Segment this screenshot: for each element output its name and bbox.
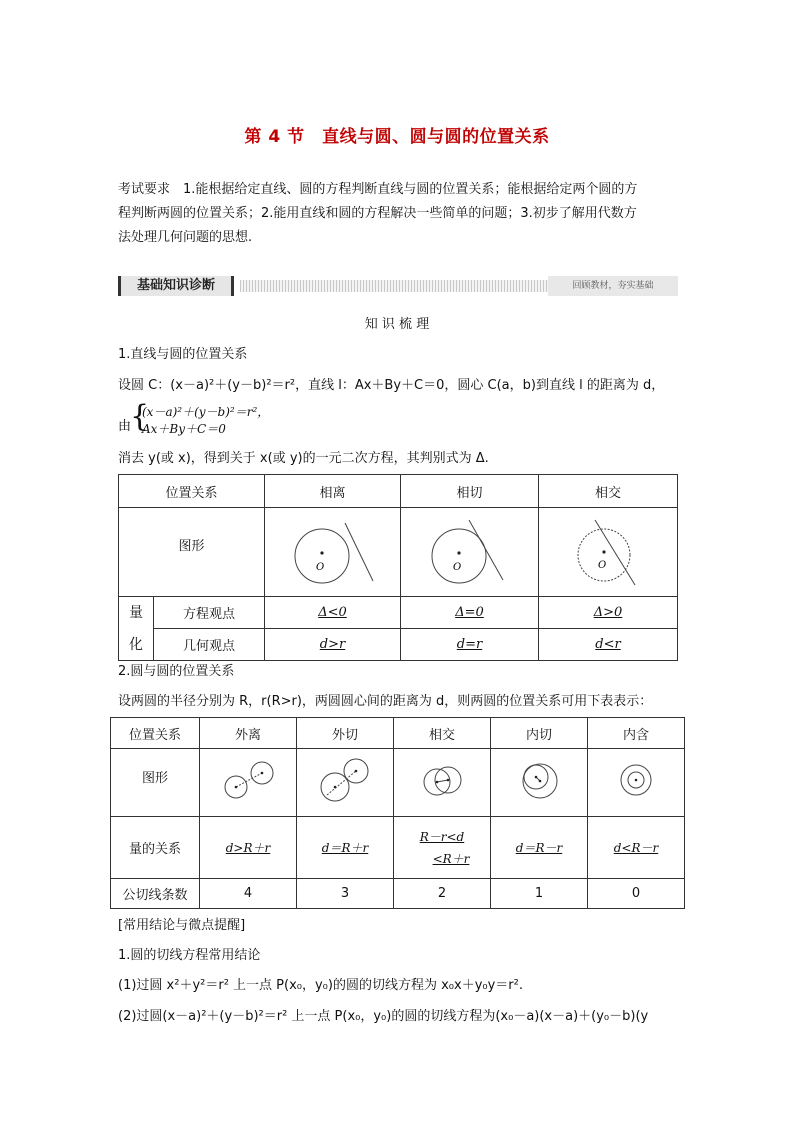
value-cell: 3 — [297, 879, 394, 909]
header-cell: 外离 — [200, 718, 297, 749]
header-cell: 位置关系 — [111, 718, 200, 749]
exam-requirements — [118, 178, 698, 250]
header-cell: 相切 — [401, 475, 539, 508]
row-label: 公切线条数 — [111, 879, 200, 909]
row-label: 方程观点 — [154, 597, 265, 629]
value-cell: d>R＋r — [200, 817, 297, 879]
value-cell: Δ<0 — [265, 597, 401, 629]
apart-diagram — [200, 749, 296, 812]
tips-line: 1.圆的切线方程常用结论 — [118, 948, 261, 963]
header-cell: 内含 — [588, 718, 685, 749]
figure-intersect — [539, 508, 678, 597]
value-cell: 0 — [588, 879, 685, 909]
figure-tangent-out — [297, 749, 394, 817]
row-label: 几何观点 — [154, 629, 265, 661]
tips-line: (2)过圆(x－a)²＋(y－b)²＝r² 上一点 P(x₀，y₀)的圆的切线方程为(x₀－a)(x－a)＋(y₀－b)(y — [118, 1009, 649, 1024]
value-cell: 2 — [394, 879, 491, 909]
figure-tangent-in — [491, 749, 588, 817]
value-cell: d<R－r — [588, 817, 685, 879]
s1-heading: 1.直线与圆的位置关系 — [118, 347, 248, 362]
tangent-diagram — [401, 508, 538, 592]
tips-line: (1)过圆 x²＋y²＝r² 上一点 P(x₀，y₀)的圆的切线方程为 x₀x＋y₀y＝r². — [118, 978, 523, 993]
figure-tangent — [401, 508, 539, 597]
value-cell: d=r — [401, 629, 539, 661]
line-circle-table — [118, 474, 678, 661]
requirements-line: 法处理几何问题的思想. — [118, 230, 253, 245]
svg-text:O: O — [598, 560, 607, 571]
figure-separate — [265, 508, 401, 597]
value-cell: Δ>0 — [539, 597, 678, 629]
value-cell: 4 — [200, 879, 297, 909]
header-cell: 外切 — [297, 718, 394, 749]
value-cell: 1 — [491, 879, 588, 909]
circle-circle-table — [110, 717, 685, 909]
header-cell: 内切 — [491, 718, 588, 749]
value-cell: Δ=0 — [401, 597, 539, 629]
s1-line1: 设圆 C：(x－a)²＋(y－b)²＝r²，直线 l：Ax＋By＋C＝0，圆心 C(a，b)到直线 l 的距离为 d， — [118, 378, 665, 393]
intersecting-diagram — [394, 749, 490, 812]
system-eq2: Ax＋By＋C＝0 — [142, 422, 226, 436]
intersect-diagram — [539, 508, 677, 592]
banner-title: 基础知识诊断 — [118, 276, 234, 296]
figure-intersecting — [394, 749, 491, 817]
system-eq1: (x－a)²＋(y－b)²＝r²， — [142, 405, 270, 419]
requirements-line: 程判断两圆的位置关系；2.能用直线和圆的方程解决一些简单的问题；3.初步了解用代数方 — [118, 206, 637, 221]
contained-diagram — [588, 749, 684, 812]
value-cell: d<r — [539, 629, 678, 661]
system-brace: { — [130, 399, 150, 434]
page-title: 第 4 节 直线与圆、圆与圆的位置关系 — [244, 127, 550, 147]
header-cell: 相交 — [394, 718, 491, 749]
figure-apart — [200, 749, 297, 817]
figure-label: 图形 — [119, 508, 265, 597]
svg-text:O: O — [316, 562, 325, 573]
s1-you: 由 — [118, 419, 132, 434]
figure-contained — [588, 749, 685, 817]
header-cell: 位置关系 — [119, 475, 265, 508]
s2-heading: 2.圆与圆的位置关系 — [118, 664, 235, 679]
value-cell: R－r<d <R＋r — [394, 817, 491, 879]
requirements-line: 考试要求 1.能根据给定直线、圆的方程判断直线与圆的位置关系；能根据给定两个圆的方 — [118, 182, 638, 197]
quant-label: 量 化 — [119, 597, 154, 661]
separate-diagram — [265, 508, 400, 592]
value-cell: d＝R＋r — [297, 817, 394, 879]
header-cell: 相离 — [265, 475, 401, 508]
header-cell: 相交 — [539, 475, 678, 508]
value-cell: d＝R－r — [491, 817, 588, 879]
tips-heading: [常用结论与微点提醒] — [118, 918, 246, 933]
value-cell: d>r — [265, 629, 401, 661]
s2-line1: 设两圆的半径分别为 R，r(R>r)，两圆圆心间的距离为 d，则两圆的位置关系可用下表表示： — [118, 694, 653, 709]
section-title: 知 识 梳 理 — [364, 317, 430, 332]
figure-label: 图形 — [111, 749, 200, 817]
row-label: 量的关系 — [111, 817, 200, 879]
external-tangent-diagram — [297, 749, 393, 812]
internal-tangent-diagram — [491, 749, 587, 812]
banner-subtitle: 回顾教材，夯实基础 — [548, 276, 678, 296]
svg-text:O: O — [453, 562, 462, 573]
s1-line3: 消去 y(或 x)，得到关于 x(或 y)的一元二次方程，其判别式为 Δ. — [118, 451, 489, 466]
section-banner — [118, 276, 678, 296]
